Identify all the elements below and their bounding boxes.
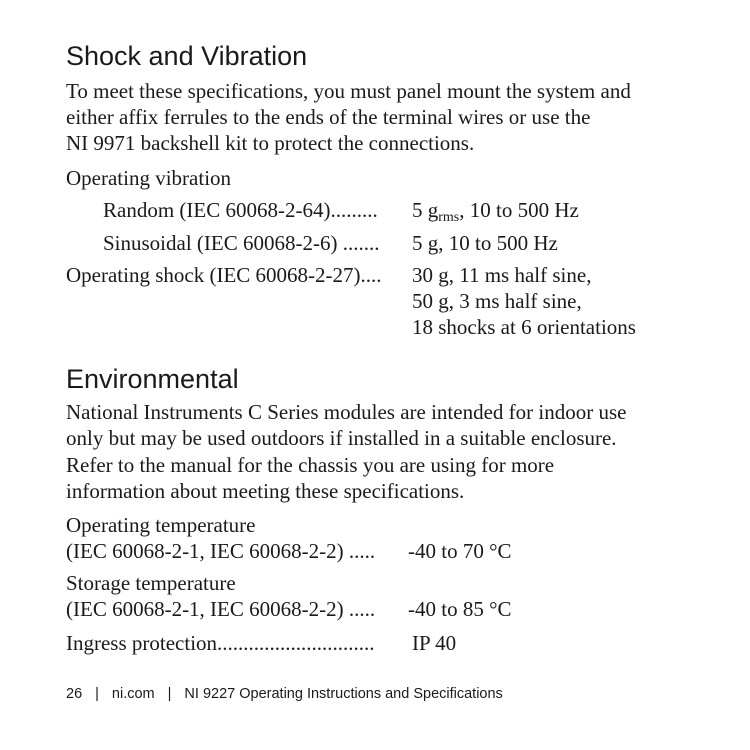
sinusoidal-vibration-row (103, 230, 379, 256)
storage-temperature-value: -40 to 85 °C (408, 597, 512, 621)
footer-separator: | (95, 686, 99, 702)
ingress-protection-row (66, 630, 375, 656)
random-vibration-label: Random (IEC 60068-2-64) (103, 198, 331, 222)
page-footer (66, 686, 503, 702)
random-vibration-value: 5 $g_{rms}$, 10 to 500 Hz (412, 198, 579, 225)
leader-dots: ......... (330, 198, 378, 222)
page-number: 26 (66, 686, 83, 702)
operating-shock-row (66, 262, 382, 288)
footer-site: ni.com (111, 686, 155, 702)
leader-dots: ..... (343, 597, 376, 621)
leader-dots: ....... (337, 231, 380, 255)
env-intro-line-4: information about meeting these specifications. (66, 479, 465, 503)
operating-temperature-standard: (IEC 60068-2-1, IEC 60068-2-2) (66, 539, 344, 563)
storage-temperature-standard: (IEC 60068-2-1, IEC 60068-2-2) (66, 597, 344, 621)
operating-shock-label: Operating shock (IEC 60068-2-27) (66, 263, 361, 287)
ingress-protection-value: IP 40 (412, 631, 457, 655)
environmental-heading: Environmental (66, 364, 239, 394)
leader-dots: .... (360, 263, 382, 287)
operating-temperature-value: -40 to 70 °C (408, 539, 512, 563)
footer-separator: | (167, 686, 172, 702)
ingress-protection-label: Ingress protection (66, 631, 218, 655)
leader-dots: .............................. (217, 631, 375, 655)
shock-intro-line-2: either affix ferrules to the ends of the terminal wires or use the (66, 105, 591, 129)
shock-intro-line-3: NI 9971 backshell kit to protect the connections. (66, 131, 475, 155)
env-intro-line-3: Refer to the manual for the chassis you are using for more (66, 453, 555, 477)
env-intro-line-1: National Instruments C Series modules are intended for indoor use (66, 400, 627, 424)
operating-shock-value-3: 18 shocks at 6 orientations (412, 315, 636, 339)
random-vibration-row (103, 197, 378, 223)
operating-temperature-label: Operating temperature (66, 513, 256, 537)
sinusoidal-vibration-value: 5 g, 10 to 500 Hz (412, 231, 558, 255)
leader-dots: ..... (343, 539, 376, 563)
operating-temperature-row (66, 538, 375, 564)
env-intro-line-2: only but may be used outdoors if installed in a suitable enclosure. (66, 426, 617, 450)
storage-temperature-row (66, 596, 375, 622)
storage-temperature-label: Storage temperature (66, 571, 236, 595)
footer-doc-title: NI 9227 Operating Instructions and Specifications (184, 686, 503, 702)
operating-shock-value-1: 30 g, 11 ms half sine, (412, 263, 592, 287)
operating-vibration-label: Operating vibration (66, 166, 232, 190)
shock-vibration-heading: Shock and Vibration (66, 41, 308, 71)
shock-intro-line-1: To meet these specifications, you must panel mount the system and (66, 79, 631, 103)
sinusoidal-vibration-label: Sinusoidal (IEC 60068-2-6) (103, 231, 338, 255)
operating-shock-value-2: 50 g, 3 ms half sine, (412, 289, 582, 313)
